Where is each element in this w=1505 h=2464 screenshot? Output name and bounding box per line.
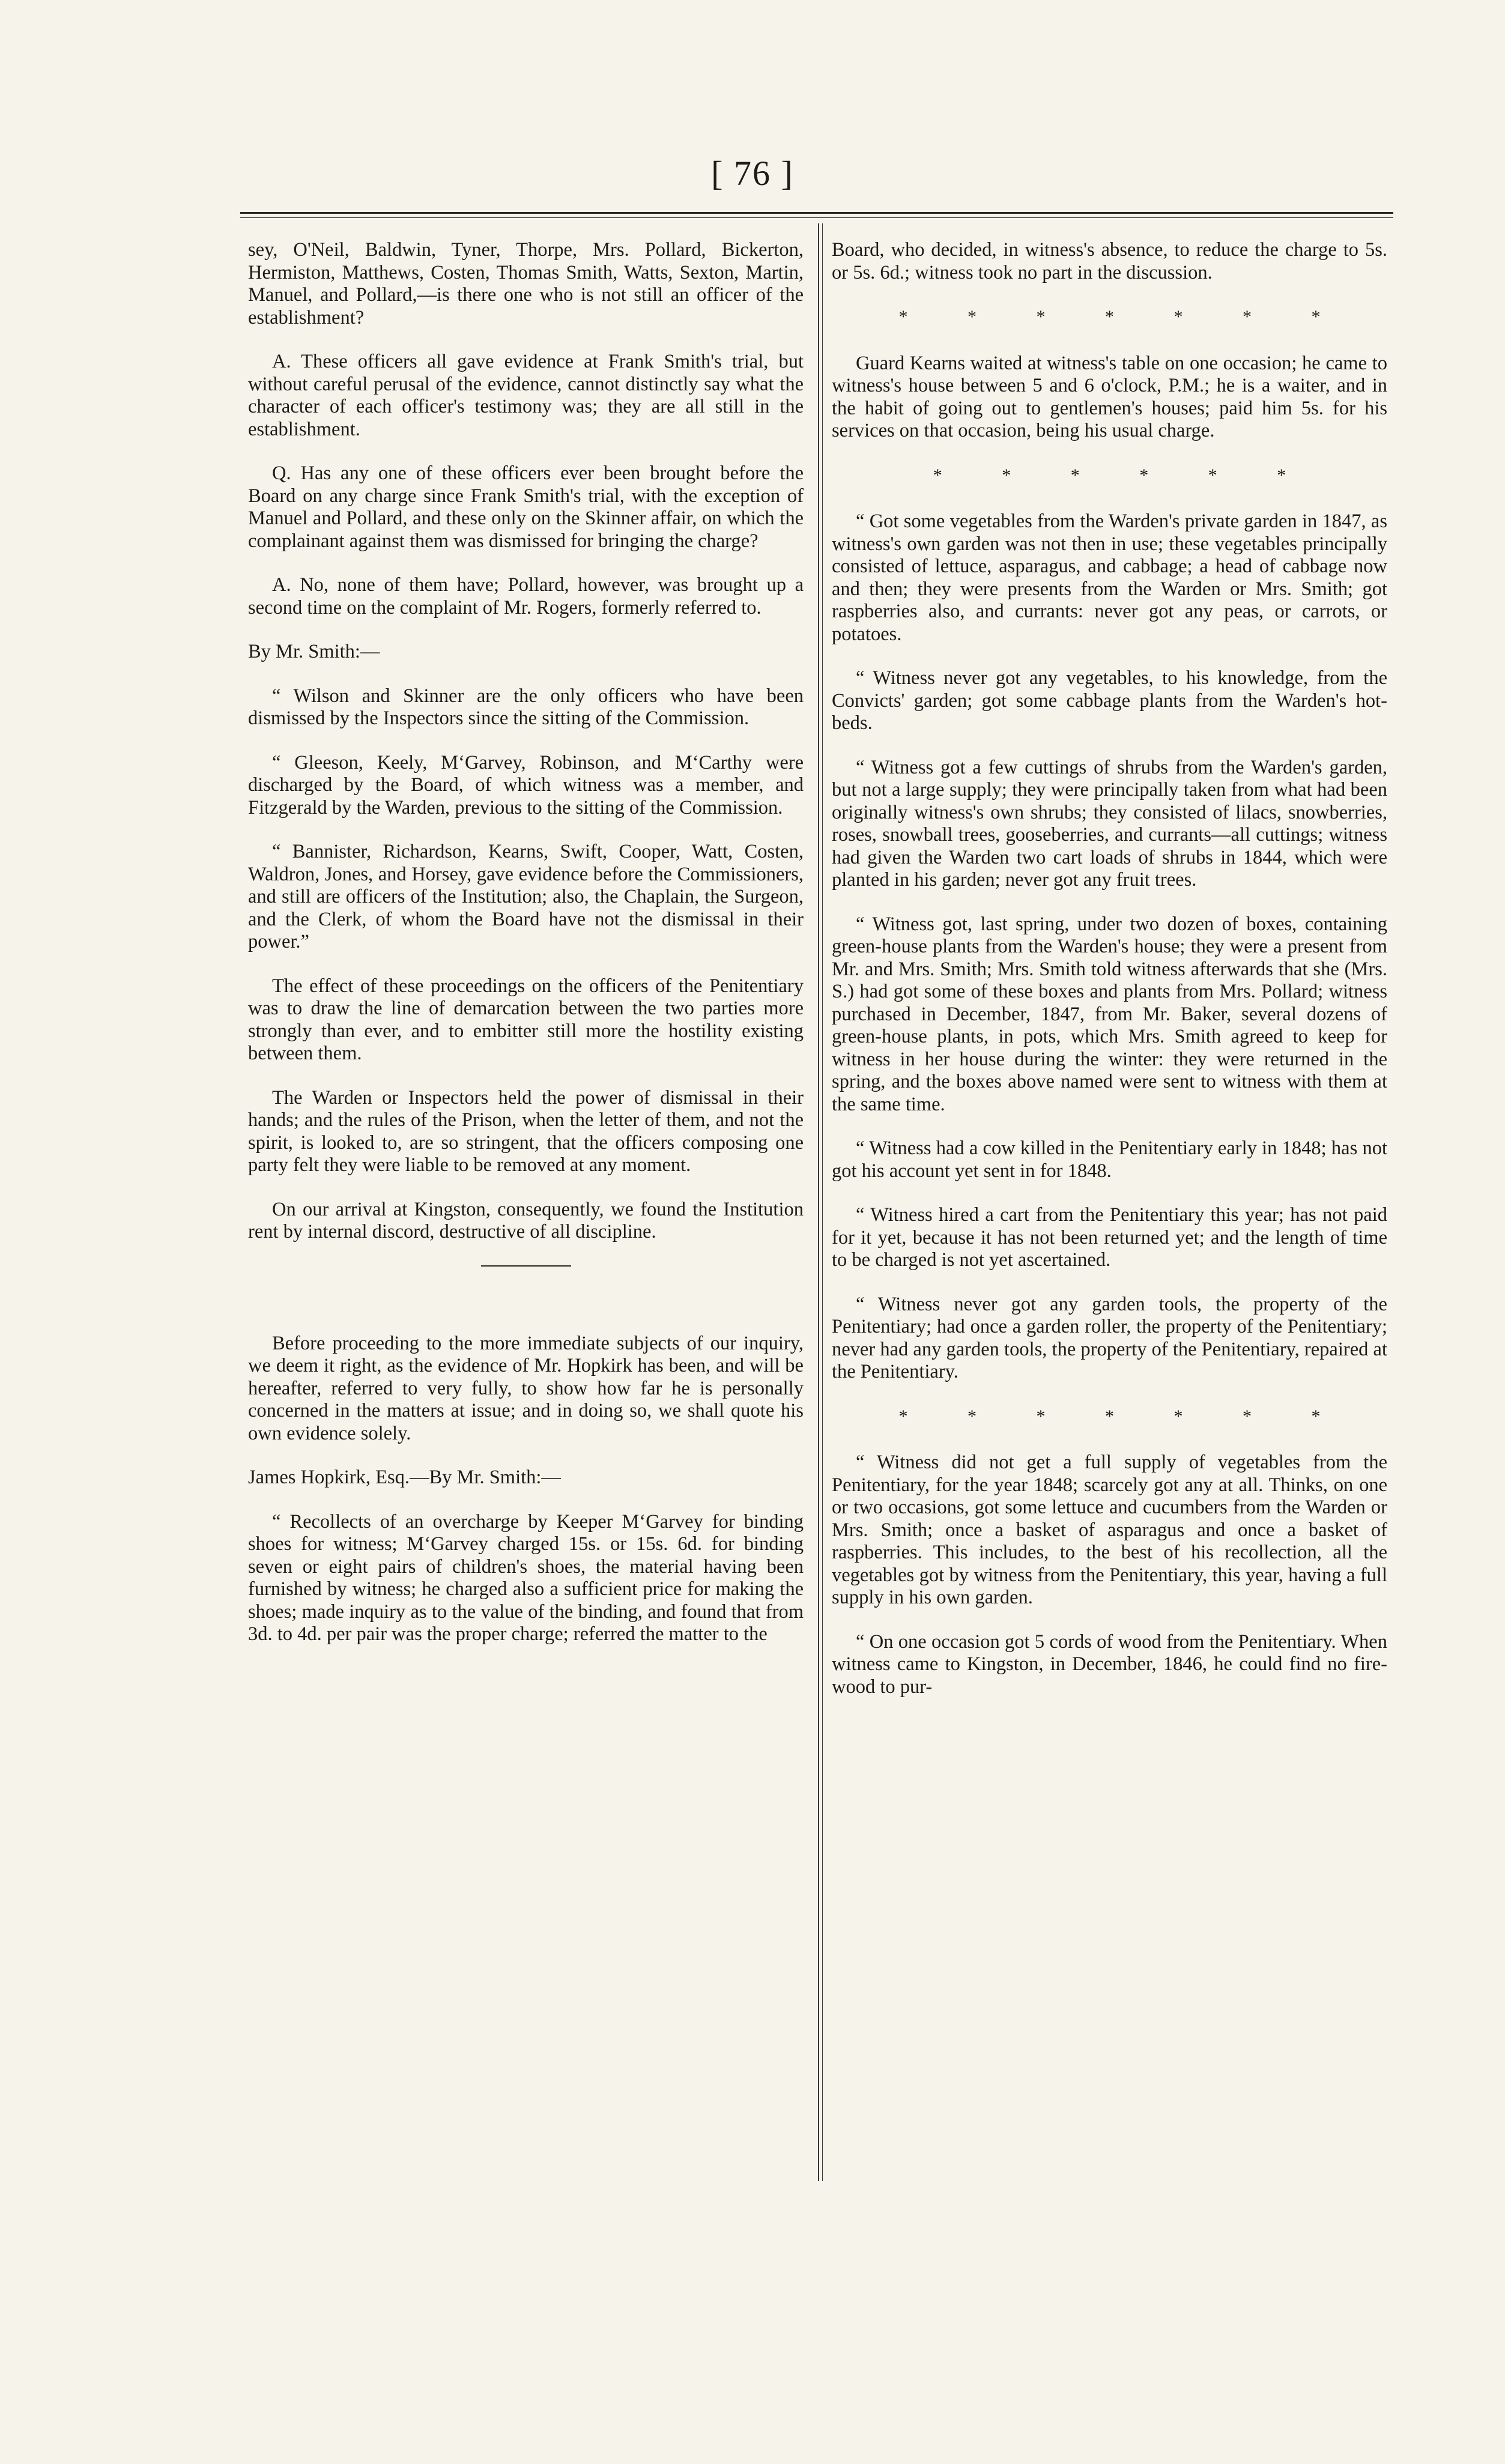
paragraph: Board, who decided, in witness's absence, to reduce the charge to 5s. or 5s. 6d.; witness took no part in the discussion. [832,239,1387,283]
paragraph: “ Witness got a few cuttings of shrubs from the Warden's garden, but not a large supply; they were principally taken from what had been originally witness's own shrubs; they consisted of lilacs, snowberries, roses, snowball trees, gooseberries, and currants—all cuttings; witness had given the Warden two cart loads of shrubs in 1844, which were planted in his garden; never got any fruit trees. [832,756,1387,891]
paragraph: Guard Kearns waited at witness's table on one occasion; he came to witness's house between 5 and 6 o'clock, P.M.; he is a waiter, and in the habit of going out to gentlemen's houses; paid him 5s. for his services on that occasion, being his usual charge. [832,352,1387,441]
column-divider [818,223,819,2181]
paragraph: Before proceeding to the more immediate subjects of our inquiry, we deem it right, as the evidence of Mr. Hopkirk has been, and will be hereafter, referred to very fully, to show how far he is personally concerned in the matters at issue; and in doing so, we shall quote his own evidence solely. [248,1332,804,1444]
paragraph: “ Bannister, Richardson, Kearns, Swift, Cooper, Watt, Costen, Waldron, Jones, and Horsey, gave evidence before the Commissioners, and still are officers of the Institution; also, the Chaplain, the Surgeon, and the Clerk, of whom the Board have not the dismissal in their power.” [248,841,804,952]
paragraph: “ Witness hired a cart from the Penitentiary this year; has not paid for it yet, because it has not been returned yet; and the length of time to be charged is not yet ascertained. [832,1204,1387,1271]
section-rule [481,1265,571,1267]
right-column [832,239,1387,1720]
witness-heading: James Hopkirk, Esq.—By Mr. Smith:— [248,1467,561,1488]
left-column [248,239,804,1668]
column-divider-thin [822,223,823,2181]
paragraph: On our arrival at Kingston, consequently, we found the Institution rent by internal discord, destructive of all discipline. [248,1198,804,1243]
paragraph: “ On one occasion got 5 cords of wood from the Penitentiary. When witness came to Kingston, in December, 1846, he could find no fire-wood to pur- [832,1630,1387,1698]
asterisk-separator: * * * * * * * [898,307,1321,327]
top-rule-thin [240,217,1393,218]
paragraph: The effect of these proceedings on the officers of the Penitentiary was to draw the line of demarcation between the two parties more strongly than ever, and to embitter still more the hostility existing between them. [248,975,804,1064]
paragraph: A. These officers all gave evidence at Frank Smith's trial, but without careful perusal of the evidence, cannot distinctly say what the character of each officer's testimony was; they are all still in the establishment. [248,351,804,440]
paragraph: sey, O'Neil, Baldwin, Tyner, Thorpe, Mrs. Pollard, Bickerton, Hermiston, Matthews, Costen, Thomas Smith, Watts, Sexton, Martin, Manuel, and Pollard,—is there one who is not still an officer of the establishment? [248,239,804,328]
page-number: [ 76 ] [711,154,794,193]
speaker-heading: By Mr. Smith:— [248,641,380,662]
paragraph: “ Wilson and Skinner are the only officers who have been dismissed by the Inspectors since the sitting of the Commission. [248,685,804,729]
paragraph: A. No, none of them have; Pollard, however, was brought up a second time on the complaint of Mr. Rogers, formerly referred to. [248,574,804,619]
paragraph: The Warden or Inspectors held the power of dismissal in their hands; and the rules of the Prison, when the letter of them, and not the spirit, is looked to, are so stringent, that the officers composing one party felt they were liable to be removed at any moment. [248,1086,804,1176]
paragraph: “ Got some vegetables from the Warden's private garden in 1847, as witness's own garden was not then in use; these vegetables principally consisted of lettuce, asparagus, and cabbage; a head of cabbage now and then; they were presents from the Warden or Mrs. Smith; got raspberries also, and currants: never got any peas, or carrots, or potatoes. [832,510,1387,645]
paragraph: “ Witness never got any garden tools, the property of the Penitentiary; had once a garden roller, the property of the Penitentiary; never had any garden tools, the property of the Penitentiary, repaired at the Penitentiary. [832,1293,1387,1382]
paragraph: Q. Has any one of these officers ever been brought before the Board on any charge since Frank Smith's trial, with the exception of Manuel and Pollard, and these only on the Skinner affair, on which the complainant against them was dismissed for bringing the charge? [248,462,804,552]
top-rule [240,212,1393,214]
paragraph: “ Recollects of an overcharge by Keeper M‘Garvey for binding shoes for witness; M‘Garvey charged 15s. or 15s. 6d. for binding seven or eight pairs of children's shoes, the material having been furnished by witness; he charged also a sufficient price for making the shoes; made inquiry as to the value of the binding, and found that from 3d. to 4d. per pair was the proper charge; referred the matter to the [248,1510,804,1645]
paragraph: “ Witness got, last spring, under two dozen of boxes, containing green-house plants from the Warden's house; they were a present from Mr. and Mrs. Smith; Mrs. Smith told witness afterwards that she (Mrs. S.) had got some of these boxes and plants from Mrs. Pollard; witness purchased in December, 1847, from Mr. Baker, several dozens of green-house plants, in pots, which Mrs. Smith agreed to keep for witness in her house during the winter: they were returned in the spring, and the boxes above named were sent to witness with them at the same time. [832,913,1387,1115]
paragraph: “ Witness had a cow killed in the Penitentiary early in 1848; has not got his account yet sent in for 1848. [832,1137,1387,1182]
paragraph: “ Witness did not get a full supply of vegetables from the Penitentiary, for the year 1848; scarcely got any at all. Thinks, on one or two occasions, got some lettuce and cucumbers from the Warden or Mrs. Smith; once a basket of asparagus and once a basket of raspberries. This includes, to the best of his recollection, all the vegetables got by witness from the Penitentiary, this year, having a full supply in his own garden. [832,1451,1387,1608]
paragraph: “ Witness never got any vegetables, to his knowledge, from the Convicts' garden; got some cabbage plants from the Warden's hot-beds. [832,667,1387,734]
paragraph: “ Gleeson, Keely, M‘Garvey, Robinson, and M‘Carthy were discharged by the Board, of which witness was a member, and Fitzgerald by the Warden, previous to the sitting of the Commission. [248,751,804,819]
asterisk-separator: * * * * * * * [898,1406,1321,1426]
asterisk-separator: * * * * * * [933,465,1286,485]
